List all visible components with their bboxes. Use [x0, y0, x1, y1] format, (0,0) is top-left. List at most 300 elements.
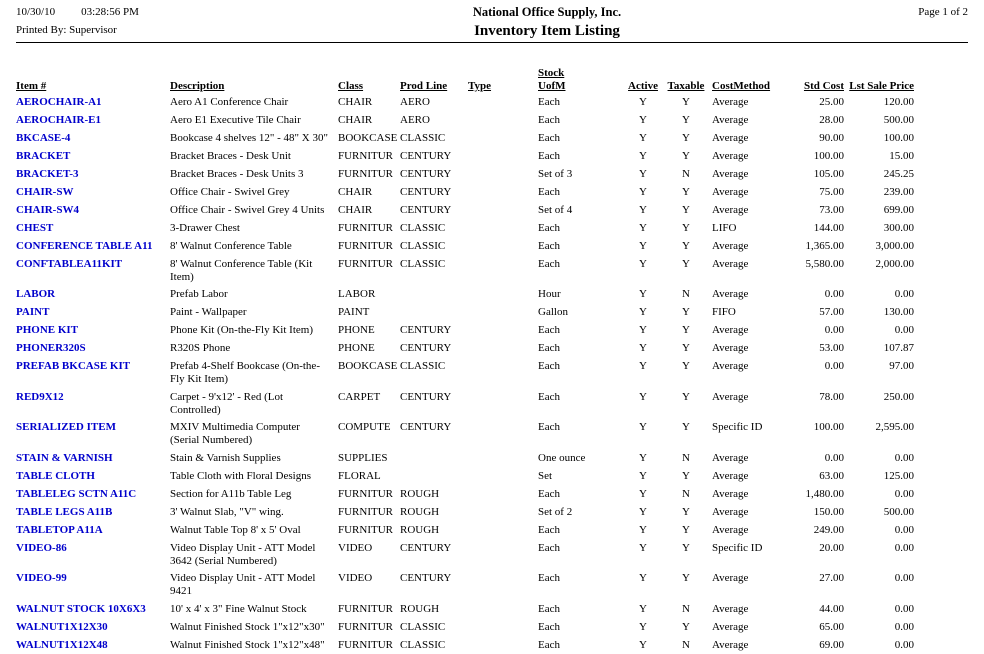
item-stock-uofm: Each — [538, 523, 560, 536]
item-taxable-flag: N — [682, 288, 690, 300]
col-header-uofm-label: UofM — [538, 80, 566, 92]
item-stock-uofm: Each — [538, 360, 560, 372]
item-active-flag: Y — [639, 360, 647, 372]
item-class: VIDEO — [338, 541, 373, 554]
item-stock-uofm: Gallon — [538, 306, 568, 318]
item-lst-sale-price: 15.00 — [889, 149, 914, 162]
item-std-cost: 0.00 — [824, 360, 844, 372]
item-cost-method: Average — [712, 487, 749, 500]
item-number-cell — [16, 360, 170, 373]
item-active-flag: Y — [639, 95, 647, 108]
item-lst-sale-price: 300.00 — [883, 221, 914, 234]
item-number-cell — [16, 572, 170, 585]
item-class: FURNITUR — [338, 487, 394, 500]
item-prod-line: ROUGH — [400, 523, 440, 536]
item-stock-uofm: Each — [538, 421, 560, 433]
table-row — [16, 503, 968, 521]
item-class: FURNITUR — [338, 239, 394, 252]
item-taxable-flag: Y — [682, 149, 690, 162]
item-class: FURNITUR — [338, 523, 394, 536]
item-number-cell — [16, 204, 170, 217]
item-number-link[interactable]: TABLE LEGS A11B — [16, 505, 113, 518]
item-lst-sale-price: 500.00 — [883, 113, 914, 126]
table-row — [16, 165, 968, 183]
item-stock-uofm: Set — [538, 469, 553, 482]
item-description: Paint - Wallpaper — [170, 306, 247, 318]
item-number-cell — [16, 306, 170, 319]
item-class: FURNITUR — [338, 221, 394, 234]
item-cost-method: Average — [712, 257, 749, 270]
item-stock-uofm: Each — [538, 342, 560, 354]
col-header-cost-method-label: CostMethod — [712, 80, 771, 92]
item-lst-sale-price: 0.00 — [894, 620, 914, 633]
item-active-flag: Y — [639, 505, 647, 518]
date-time-line — [16, 6, 246, 19]
item-std-cost: 20.00 — [819, 541, 844, 554]
item-number-cell — [16, 150, 170, 163]
item-prod-line: ROUGH — [400, 505, 440, 518]
item-description: Prefab 4-Shelf Bookcase (On-the-Fly Kit Item) — [170, 360, 320, 385]
item-lst-sale-price: 699.00 — [883, 203, 914, 216]
item-number-link[interactable]: CHAIR-SW — [16, 185, 74, 198]
item-cost-method: Average — [712, 572, 749, 584]
item-cost-method: Average — [712, 288, 749, 300]
item-description: Bracket Braces - Desk Units 3 — [170, 167, 304, 180]
item-std-cost: 0.00 — [824, 288, 844, 300]
item-prod-line: CLASSIC — [400, 620, 446, 633]
item-lst-sale-price: 130.00 — [883, 306, 914, 318]
item-std-cost: 78.00 — [819, 390, 844, 403]
item-std-cost: 73.00 — [819, 203, 844, 216]
item-taxable-flag: Y — [682, 203, 690, 216]
table-row — [16, 600, 968, 618]
item-taxable-flag: Y — [682, 541, 690, 554]
table-row — [16, 286, 968, 304]
item-prod-line: CENTURY — [400, 324, 452, 336]
item-prod-line: CLASSIC — [400, 221, 446, 234]
item-cost-method: Average — [712, 620, 749, 633]
item-taxable-flag: Y — [682, 131, 690, 144]
item-number-link[interactable]: CHAIR-SW4 — [16, 203, 79, 216]
item-taxable-flag: Y — [682, 360, 690, 372]
col-header-lst-sale-price — [844, 80, 914, 93]
item-class: COMPUTE — [338, 421, 391, 433]
item-prod-line: CLASSIC — [400, 257, 446, 270]
item-taxable-flag: N — [682, 451, 690, 464]
item-cost-method: Average — [712, 149, 749, 162]
page-number: Page 1 of 2 — [918, 6, 968, 18]
item-number-link[interactable]: SERIALIZED ITEM — [16, 421, 116, 433]
item-std-cost: 100.00 — [813, 149, 844, 162]
item-number-link[interactable]: WALNUT STOCK 10X6X3 — [16, 602, 146, 615]
item-prod-line: AERO — [400, 95, 430, 108]
item-taxable-flag: Y — [682, 185, 690, 198]
item-number-link[interactable]: TABLE CLOTH — [16, 469, 95, 482]
item-number-cell — [16, 621, 170, 634]
item-taxable-flag: Y — [682, 421, 690, 433]
item-cost-method: Average — [712, 390, 749, 403]
item-active-flag: Y — [639, 342, 647, 354]
item-description: Bracket Braces - Desk Unit — [170, 149, 291, 162]
table-row — [16, 237, 968, 255]
item-number-link[interactable]: VIDEO-99 — [16, 572, 67, 584]
table-row — [16, 111, 968, 129]
item-class: FURNITUR — [338, 149, 394, 162]
item-number-link[interactable]: RED9X12 — [16, 390, 64, 403]
col-header-cost-method — [712, 80, 772, 93]
report-date: 10/30/10 — [16, 6, 56, 18]
item-taxable-flag: Y — [682, 390, 690, 403]
header-divider — [16, 42, 968, 43]
item-lst-sale-price: 239.00 — [883, 185, 914, 198]
item-number-link[interactable]: BRACKET-3 — [16, 167, 79, 180]
item-lst-sale-price: 0.00 — [894, 638, 914, 651]
col-header-description-label: Description — [170, 80, 225, 92]
item-active-flag: Y — [639, 451, 647, 464]
item-std-cost: 90.00 — [819, 131, 844, 144]
item-number-link[interactable]: AEROCHAIR-E1 — [16, 113, 101, 126]
item-std-cost: 28.00 — [819, 113, 844, 126]
item-prod-line: CENTURY — [400, 203, 452, 216]
item-number-link[interactable]: PHONE KIT — [16, 324, 79, 336]
item-number-link[interactable]: WALNUT1X12X48 — [16, 638, 108, 651]
report-header — [16, 6, 968, 40]
item-description: 10' x 4' x 3" Fine Walnut Stock — [170, 602, 307, 615]
item-description: Aero A1 Conference Chair — [170, 95, 289, 108]
table-row — [16, 388, 968, 419]
item-description: Walnut Table Top 8' x 5' Oval — [170, 523, 301, 536]
item-cost-method: Average — [712, 360, 749, 372]
col-header-lst-sale-price-label: Lst Sale Price — [849, 80, 914, 92]
item-prod-line: CENTURY — [400, 185, 452, 198]
item-active-flag: Y — [639, 638, 647, 651]
item-stock-uofm: Set of 2 — [538, 505, 573, 518]
col-header-stock-label: Stock — [538, 67, 565, 79]
item-cost-method: Average — [712, 505, 749, 518]
item-lst-sale-price: 0.00 — [894, 541, 914, 554]
item-lst-sale-price: 120.00 — [883, 95, 914, 108]
item-lst-sale-price: 250.00 — [883, 390, 914, 403]
report-header-left — [16, 6, 246, 37]
col-header-std-cost-label: Std Cost — [803, 80, 844, 92]
item-number-link[interactable]: BRACKET — [16, 149, 71, 162]
item-active-flag: Y — [639, 203, 647, 216]
col-header-stock-uofm — [538, 67, 626, 93]
table-row — [16, 618, 968, 636]
table-row — [16, 636, 968, 654]
table-row — [16, 521, 968, 539]
item-number-link[interactable]: AEROCHAIR-A1 — [16, 95, 102, 108]
item-number-cell — [16, 288, 170, 301]
item-number-link[interactable]: CONFERENCE TABLE A11 — [16, 239, 153, 252]
item-stock-uofm: Each — [538, 113, 560, 126]
item-number-link[interactable]: WALNUT1X12X30 — [16, 620, 108, 633]
item-active-flag: Y — [639, 221, 647, 234]
item-active-flag: Y — [639, 572, 647, 584]
table-row — [16, 358, 968, 389]
col-header-item-number-label: Item # — [16, 80, 47, 92]
item-stock-uofm: Each — [538, 95, 560, 108]
col-header-prod-line — [400, 80, 468, 93]
item-lst-sale-price: 0.00 — [894, 487, 914, 500]
item-lst-sale-price: 2,595.00 — [875, 421, 914, 433]
item-description: 8' Walnut Conference Table — [170, 239, 292, 252]
item-active-flag: Y — [639, 113, 647, 126]
item-active-flag: Y — [639, 257, 647, 270]
item-number-link[interactable]: CHEST — [16, 221, 54, 234]
col-header-prod-line-label: Prod Line — [400, 80, 448, 92]
item-prod-line: CENTURY — [400, 342, 452, 354]
item-taxable-flag: N — [682, 602, 690, 615]
item-number-link[interactable]: PREFAB BKCASE KIT — [16, 360, 131, 372]
item-active-flag: Y — [639, 487, 647, 500]
item-active-flag: Y — [639, 523, 647, 536]
item-active-flag: Y — [639, 149, 647, 162]
item-number-cell — [16, 186, 170, 199]
item-stock-uofm: Hour — [538, 288, 561, 300]
table-row — [16, 201, 968, 219]
item-taxable-flag: N — [682, 638, 690, 651]
table-row — [16, 255, 968, 286]
item-lst-sale-price: 0.00 — [894, 451, 914, 464]
table-row — [16, 147, 968, 165]
col-header-class — [338, 80, 400, 93]
item-number-cell — [16, 421, 170, 434]
item-std-cost: 150.00 — [813, 505, 844, 518]
item-taxable-flag: Y — [682, 221, 690, 234]
item-cost-method: Average — [712, 638, 749, 651]
item-prod-line: CLASSIC — [400, 131, 446, 144]
table-row — [16, 449, 968, 467]
item-cost-method: Average — [712, 185, 749, 198]
item-cost-method: Average — [712, 113, 749, 126]
item-taxable-flag: Y — [682, 113, 690, 126]
item-stock-uofm: Each — [538, 257, 560, 270]
item-stock-uofm: Each — [538, 572, 560, 584]
item-active-flag: Y — [639, 288, 647, 300]
item-cost-method: Average — [712, 167, 749, 180]
item-taxable-flag: Y — [682, 95, 690, 108]
item-number-link[interactable]: VIDEO-86 — [16, 541, 67, 554]
item-prod-line: CLASSIC — [400, 360, 446, 372]
item-description: Walnut Finished Stock 1"x12"x48" — [170, 638, 325, 651]
item-number-cell — [16, 222, 170, 235]
item-cost-method: Average — [712, 451, 749, 464]
item-description: Office Chair - Swivel Grey — [170, 185, 290, 198]
item-class: FURNITUR — [338, 638, 394, 651]
item-description: Office Chair - Swivel Grey 4 Units — [170, 203, 325, 216]
table-row — [16, 539, 968, 570]
item-number-link[interactable]: TABLETOP A11A — [16, 523, 103, 536]
report-title: Inventory Item Listing — [474, 23, 620, 39]
item-stock-uofm: Each — [538, 185, 560, 198]
item-taxable-flag: N — [682, 167, 690, 180]
item-std-cost: 25.00 — [819, 95, 844, 108]
item-description: Table Cloth with Floral Designs — [170, 469, 311, 482]
item-stock-uofm: Each — [538, 324, 560, 336]
item-std-cost: 249.00 — [813, 523, 844, 536]
item-class: FURNITUR — [338, 167, 394, 180]
item-cost-method: Specific ID — [712, 421, 763, 433]
item-prod-line: CENTURY — [400, 149, 452, 162]
item-cost-method: Average — [712, 324, 749, 336]
table-row — [16, 183, 968, 201]
item-number-cell — [16, 452, 170, 465]
item-std-cost: 100.00 — [813, 421, 844, 433]
item-lst-sale-price: 0.00 — [894, 572, 914, 584]
item-stock-uofm: One ounce — [538, 451, 586, 464]
item-prod-line: ROUGH — [400, 602, 440, 615]
item-active-flag: Y — [639, 131, 647, 144]
table-row — [16, 340, 968, 358]
item-number-cell — [16, 506, 170, 519]
item-lst-sale-price: 97.00 — [889, 360, 914, 372]
item-class: VIDEO — [338, 572, 373, 584]
item-prod-line: CENTURY — [400, 572, 452, 584]
item-std-cost: 53.00 — [819, 342, 844, 354]
item-taxable-flag: Y — [682, 306, 690, 318]
item-class: PHONE — [338, 324, 375, 336]
item-std-cost: 27.00 — [819, 572, 844, 584]
item-std-cost: 1,480.00 — [805, 487, 844, 500]
item-number-cell — [16, 603, 170, 616]
item-cost-method: Average — [712, 131, 749, 144]
item-number-link[interactable]: STAIN & VARNISH — [16, 451, 113, 464]
item-stock-uofm: Each — [538, 390, 560, 403]
table-row — [16, 219, 968, 237]
item-cost-method: Average — [712, 239, 749, 252]
item-stock-uofm: Each — [538, 620, 560, 633]
item-lst-sale-price: 0.00 — [894, 602, 914, 615]
item-description: Bookcase 4 shelves 12" - 48" X 30" — [170, 131, 328, 144]
item-cost-method: Average — [712, 203, 749, 216]
item-stock-uofm: Each — [538, 131, 560, 144]
item-stock-uofm: Set of 3 — [538, 167, 573, 180]
item-number-cell — [16, 524, 170, 537]
item-class: FURNITUR — [338, 505, 394, 518]
item-active-flag: Y — [639, 602, 647, 615]
item-description: Section for A11b Table Leg — [170, 487, 292, 500]
col-header-active — [626, 80, 666, 93]
item-taxable-flag: Y — [682, 523, 690, 536]
item-active-flag: Y — [639, 185, 647, 198]
table-row — [16, 129, 968, 147]
item-std-cost: 69.00 — [819, 638, 844, 651]
item-taxable-flag: Y — [682, 572, 690, 584]
table-row — [16, 419, 968, 450]
item-lst-sale-price: 125.00 — [883, 469, 914, 482]
item-number-link[interactable]: PAINT — [16, 306, 50, 318]
item-class: SUPPLIES — [338, 451, 388, 464]
item-number-link[interactable]: CONFTABLEA11KIT — [16, 257, 123, 270]
item-prod-line: CENTURY — [400, 421, 452, 433]
item-number-cell — [16, 470, 170, 483]
item-number-link[interactable]: BKCASE-4 — [16, 131, 71, 144]
item-number-link[interactable]: LABOR — [16, 288, 56, 300]
item-class: CARPET — [338, 390, 381, 403]
item-std-cost: 144.00 — [813, 221, 844, 234]
item-description: 3-Drawer Chest — [170, 221, 240, 234]
item-active-flag: Y — [639, 541, 647, 554]
item-active-flag: Y — [639, 167, 647, 180]
item-taxable-flag: Y — [682, 620, 690, 633]
item-class: CHAIR — [338, 185, 373, 198]
item-number-cell — [16, 391, 170, 404]
item-number-cell — [16, 240, 170, 253]
item-class: PHONE — [338, 342, 375, 354]
item-active-flag: Y — [639, 469, 647, 482]
col-header-item-number — [16, 80, 170, 93]
table-row — [16, 485, 968, 503]
company-name: National Office Supply, Inc. — [472, 5, 622, 19]
item-description: Video Display Unit - ATT Model 9421 — [170, 572, 316, 597]
item-active-flag: Y — [639, 324, 647, 336]
item-lst-sale-price: 107.87 — [883, 342, 914, 354]
report-header-center — [246, 6, 848, 40]
item-class: CHAIR — [338, 203, 373, 216]
item-stock-uofm: Each — [538, 487, 560, 500]
item-lst-sale-price: 2,000.00 — [875, 257, 914, 270]
col-header-taxable — [666, 80, 712, 93]
item-cost-method: Average — [712, 523, 749, 536]
item-class: CHAIR — [338, 113, 373, 126]
item-cost-method: Specific ID — [712, 541, 763, 554]
item-taxable-flag: Y — [682, 469, 690, 482]
item-active-flag: Y — [639, 620, 647, 633]
item-std-cost: 0.00 — [824, 451, 844, 464]
item-std-cost: 75.00 — [819, 185, 844, 198]
item-description: Phone Kit (On-the-Fly Kit Item) — [170, 324, 313, 336]
item-lst-sale-price: 100.00 — [883, 131, 914, 144]
item-number-cell — [16, 542, 170, 555]
item-class: LABOR — [338, 288, 376, 300]
item-number-cell — [16, 114, 170, 127]
item-taxable-flag: Y — [682, 324, 690, 336]
item-std-cost: 63.00 — [819, 469, 844, 482]
item-std-cost: 1,365.00 — [805, 239, 844, 252]
item-number-link[interactable]: PHONER320S — [16, 342, 86, 354]
item-cost-method: Average — [712, 469, 749, 482]
item-description: Prefab Labor — [170, 288, 228, 300]
item-number-cell — [16, 258, 170, 271]
item-class: BOOKCASE — [338, 131, 398, 144]
item-class: FURNITUR — [338, 257, 394, 270]
item-lst-sale-price: 500.00 — [883, 505, 914, 518]
item-cost-method: LIFO — [712, 221, 737, 234]
item-prod-line: CENTURY — [400, 541, 452, 554]
col-header-type — [468, 80, 538, 93]
item-prod-line: CENTURY — [400, 167, 452, 180]
item-description: R320S Phone — [170, 342, 231, 354]
item-active-flag: Y — [639, 239, 647, 252]
item-number-link[interactable]: TABLELEG SCTN A11C — [16, 487, 137, 500]
item-cost-method: Average — [712, 342, 749, 354]
item-cost-method: Average — [712, 602, 749, 615]
item-cost-method: Average — [712, 95, 749, 108]
item-std-cost: 5,580.00 — [805, 257, 844, 270]
item-number-cell — [16, 96, 170, 109]
item-prod-line: CENTURY — [400, 390, 452, 403]
item-cost-method: FIFO — [712, 306, 736, 318]
table-header-row — [16, 67, 968, 93]
item-active-flag: Y — [639, 306, 647, 318]
item-description: Carpet - 9'x12' - Red (Lot Controlled) — [170, 390, 284, 416]
item-taxable-flag: Y — [682, 239, 690, 252]
item-class: CHAIR — [338, 95, 373, 108]
item-description: 3' Walnut Slab, "V" wing. — [170, 505, 284, 518]
item-description: Video Display Unit - ATT Model 3642 (Serial Numbered) — [170, 541, 316, 567]
item-stock-uofm: Each — [538, 239, 560, 252]
